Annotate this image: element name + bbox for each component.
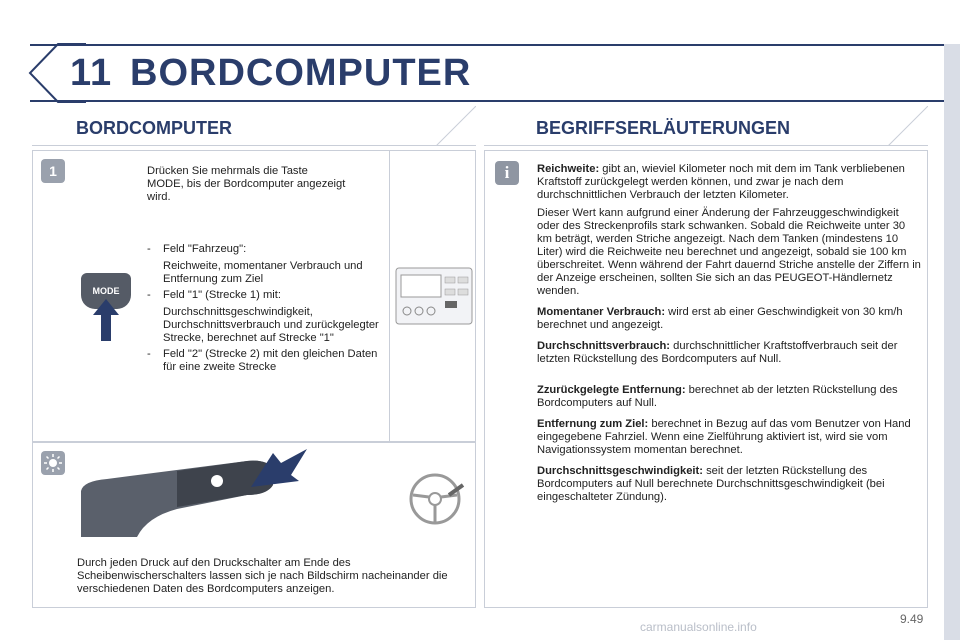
definition-item <box>537 465 923 504</box>
right-section-title: BEGRIFFSERLÄUTERUNGEN <box>536 118 791 138</box>
definition-text: durchschnittlicher Kraftstoffverbrauch seit der letzten Rückstellung des Bordcomputers auf Null. <box>537 340 898 365</box>
left-section-header <box>32 106 476 146</box>
steering-wheel-icon <box>405 471 467 527</box>
step-badge: 1 <box>41 159 65 183</box>
definition-item <box>537 306 923 332</box>
mode-instructions-panel <box>32 150 476 442</box>
left-section-title: BORDCOMPUTER <box>76 118 232 138</box>
page-edge-bar <box>944 44 960 640</box>
definition-term: Durchschnittsverbrauch: <box>537 340 671 352</box>
field-list <box>147 243 379 374</box>
definition-term: Entfernung zum Ziel: <box>537 418 649 430</box>
watermark: carmanualsonline.info <box>640 620 757 634</box>
definition-text: wird erst ab einer Geschwindigkeit von 30 km/h berechnet und angezeigt. <box>537 306 903 331</box>
definition-text: seit der letzten Rückstellung des Bordcomputers auf Null berechnete Durchschnittsgeschwindigkeit (bei eingeschalteter Zündung). <box>537 465 885 503</box>
definition-item <box>537 207 923 298</box>
wiper-stalk-illustration <box>77 451 277 543</box>
up-arrow-icon <box>93 299 119 341</box>
field-bullet: - <box>147 289 151 301</box>
field-body: Reichweite, momentaner Verbrauch und Entfernung zum Ziel <box>163 260 363 285</box>
field-body: Durchschnittsgeschwindigkeit, Durchschnittsverbrauch und zurückgelegter Strecke, berechnet auf Strecke "1" <box>163 306 379 344</box>
stalk-auto-label: AUTO <box>157 526 177 533</box>
mode-intro-text: Drücken Sie mehrmals die Taste MODE, bis der Bordcomputer angezeigt wird. <box>147 165 346 203</box>
definition-text: gibt an, wieviel Kilometer noch mit dem im Tank verbliebenen Kraftstoff zurückgelegt werden können, und zwar je nach dem durchschnittlichen Verbrauch der letzten Kilometer. <box>537 163 905 201</box>
page-number: 9.49 <box>900 612 924 626</box>
field-head: Feld "2" (Strecke 2) mit den gleichen Daten für eine zweite Strecke <box>163 348 378 373</box>
definition-term: Reichweite: <box>537 163 600 175</box>
header-slant <box>864 106 928 146</box>
field-bullet: - <box>147 348 151 360</box>
definition-item <box>537 384 923 410</box>
definition-term: Durchschnittsgeschwindigkeit: <box>537 465 703 477</box>
definition-item <box>537 340 923 366</box>
field-bullet: - <box>147 243 151 255</box>
definition-item <box>537 418 923 457</box>
mode-button-label: MODE <box>92 286 120 296</box>
field-head: Feld "Fahrzeug": <box>163 243 247 255</box>
right-section-header <box>484 106 928 146</box>
definition-text: Dieser Wert kann aufgrund einer Änderung der Fahrzeuggeschwindigkeit oder des Streckenprofils stark schwanken. Sobald die Reichweite unter 30 km beträgt, werden Striche angezeigt. Nach dem Tanken (mindestens 10 Liter) wird die Reichweite neu berechnet und angezeigt, sobald sie 100 km überschreitet. Wenn während der Fahrt dauernd Striche anstelle der Ziffern in der Anzeige erscheinen, sollten Sie sich an das PEUGEOT-Händlernetz wenden. <box>537 207 921 297</box>
chapter-title: BORDCOMPUTER <box>130 52 472 94</box>
definition-term: Momentaner Verbrauch: <box>537 306 666 318</box>
field-head: Feld "1" (Strecke 1) mit: <box>163 289 281 301</box>
pointer-arrow-icon <box>251 449 309 489</box>
definitions-panel <box>484 150 928 608</box>
wiper-stalk-panel <box>32 442 476 608</box>
header-slant <box>412 106 476 146</box>
panel-divider <box>389 151 390 441</box>
definition-item <box>537 163 923 202</box>
chapter-number: 11 <box>70 52 113 94</box>
wiper-stalk-text: Durch jeden Druck auf den Druckschalter am Ende des Scheibenwischerschalters lassen sich je nach Bildschirm nacheinander die verschiedenen Daten des Bordcomputers anzeigen. <box>77 557 448 595</box>
definition-text: berechnet ab der letzten Rückstellung des Bordcomputers auf Null. <box>537 384 898 409</box>
field-item <box>147 243 379 286</box>
field-item <box>147 348 379 374</box>
field-item <box>147 289 379 345</box>
definition-text: berechnet in Bezug auf das vom Benutzer von Hand eingegebene Fahrziel. Wenn eine Zielführung aktiviert ist, wird sie vom Navigationssystem momentan berechnet. <box>537 418 911 456</box>
definition-list <box>537 163 923 504</box>
info-icon: i <box>495 161 519 185</box>
radio-unit-illustration <box>395 267 473 325</box>
lighting-icon <box>41 451 65 475</box>
definition-term: Zzurückgelegte Entfernung: <box>537 384 686 396</box>
